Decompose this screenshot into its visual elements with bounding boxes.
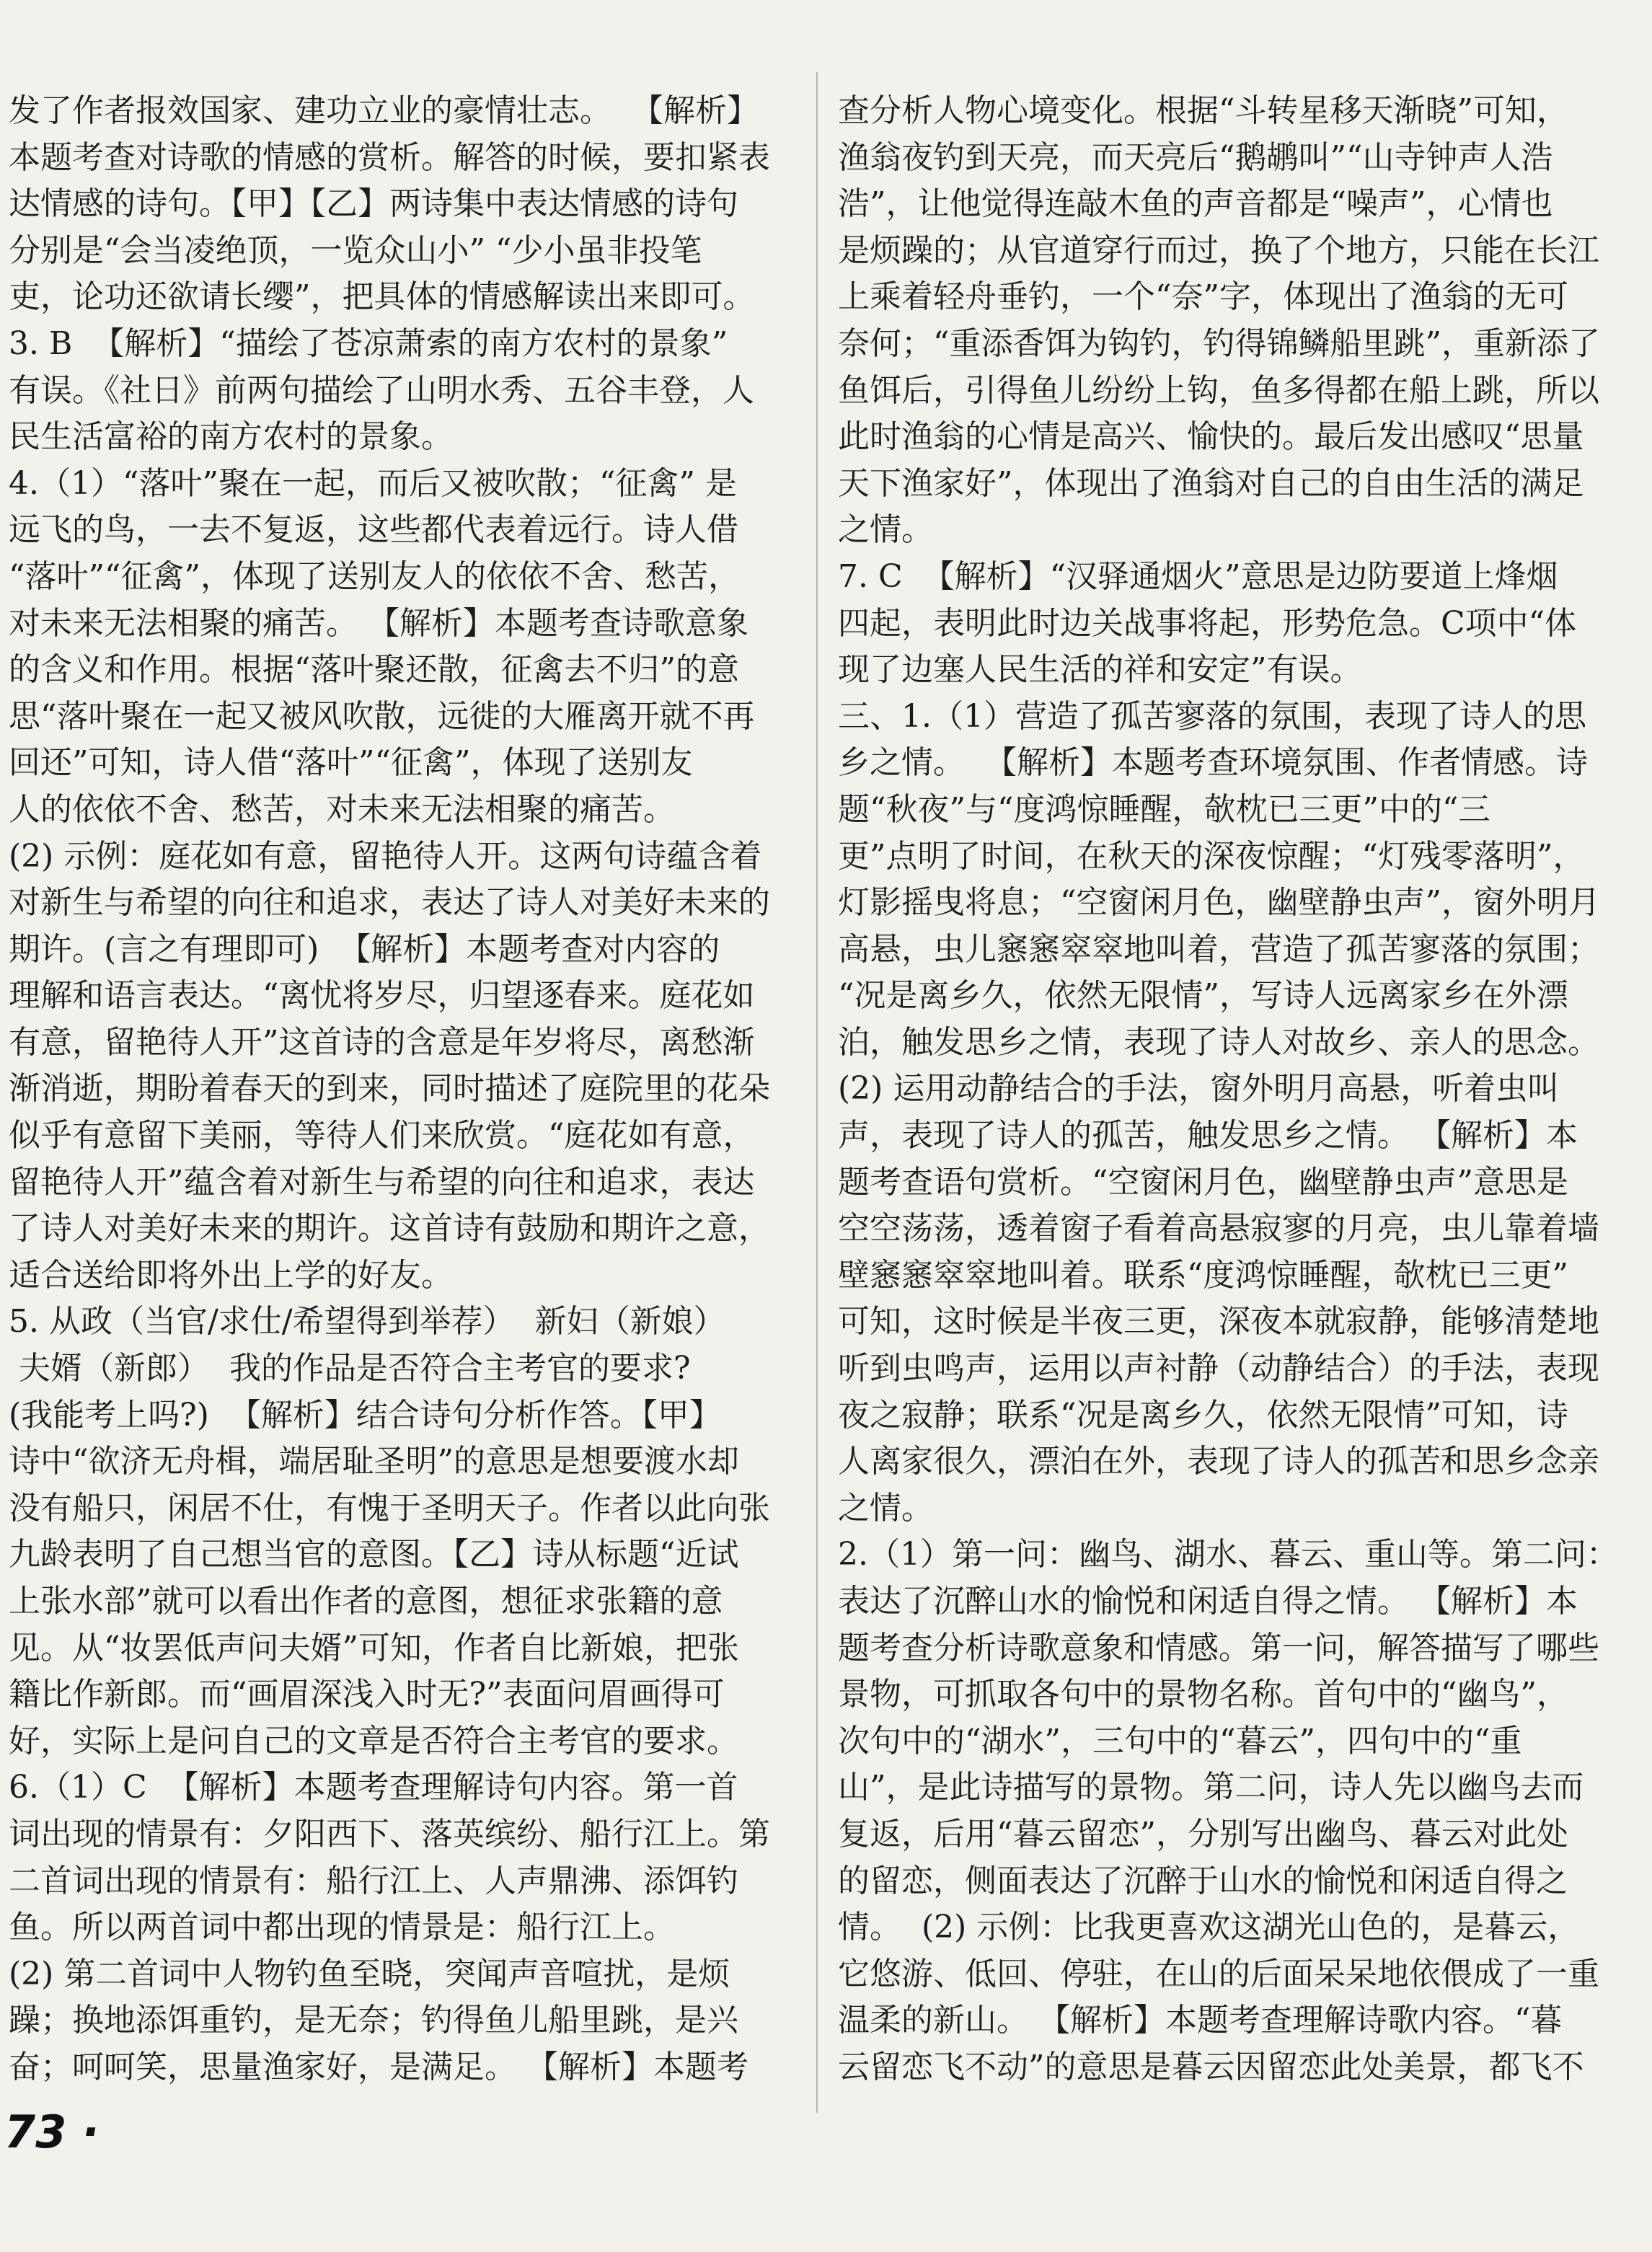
text-line: 对未来无法相聚的痛苦。 【解析】本题考查诗歌意象 bbox=[9, 604, 748, 642]
text-line: 上乘着轻舟垂钓，一个“奈”字，体现出了渔翁的无可 bbox=[838, 278, 1568, 316]
text-line: 的留恋，侧面表达了沉醉于山水的愉悦和闲适自得之 bbox=[838, 1862, 1568, 1899]
text-line: 4.（1）“落叶”聚在一起，而后又被吹散；“征禽” 是 bbox=[9, 464, 737, 502]
text-line: 适合送给即将外出上学的好友。 bbox=[9, 1256, 453, 1294]
text-line: 诗中“欲济无舟楫，端居耻圣明”的意思是想要渡水却 bbox=[9, 1443, 739, 1480]
text-line: 远飞的鸟，一去不复返，这些都代表着远行。诗人借 bbox=[9, 511, 738, 549]
text-line: 5. 从政（当官/求仕/希望得到举荐） 新妇（新娘） bbox=[9, 1303, 725, 1341]
text-line: 达情感的诗句。【甲】【乙】两诗集中表达情感的诗句 bbox=[9, 185, 738, 223]
text-line: 壁窸窸窣窣地叫着。联系“度鸿惊睡醒，欹枕已三更” bbox=[838, 1256, 1568, 1294]
text-line: 查分析人物心境变化。根据“斗转星移天渐晓”可知， bbox=[838, 92, 1568, 129]
text-line: 鱼饵后，引得鱼儿纷纷上钩，鱼多得都在船上跳，所以 bbox=[838, 371, 1599, 409]
text-line: 天下渔家好”，体现出了渔翁对自己的自由生活的满足 bbox=[838, 464, 1584, 502]
text-line: 对新生与希望的向往和追求，表达了诗人对美好未来的 bbox=[9, 884, 770, 922]
text-line: (2) 第二首词中人物钓鱼至晓，突闻声音喧扰，是烦 bbox=[9, 1955, 730, 1992]
text-line: 民生活富裕的南方农村的景象。 bbox=[9, 418, 453, 456]
text-line: 人的依依不舍、愁苦，对未来无法相聚的痛苦。 bbox=[9, 790, 675, 828]
text-line: 九龄表明了自己想当官的意图。【乙】诗从标题“近试 bbox=[9, 1536, 739, 1573]
text-line: 灯影摇曳将息；“空窗闲月色，幽壁静虫声”，窗外明月 bbox=[838, 884, 1600, 922]
text-line: 籍比作新郎。而“画眉深浅入时无?”表面问眉画得可 bbox=[9, 1676, 725, 1713]
column-divider bbox=[816, 72, 818, 2113]
text-line: 二首词出现的情景有：船行江上、人声鼎沸、添饵钓 bbox=[9, 1862, 738, 1899]
text-line: 期许。(言之有理即可) 【解析】本题考查对内容的 bbox=[9, 930, 720, 968]
text-line: 之情。 bbox=[838, 511, 933, 549]
text-line: 情。 (2) 示例：比我更喜欢这湖光山色的，是暮云， bbox=[838, 1909, 1580, 1946]
text-line: 题“秋夜”与“度鸿惊睡醒，欹枕已三更”中的“三 bbox=[838, 790, 1490, 828]
text-line: 奈何；“重添香饵为钩钓，钓得锦鳞船里跳”，重新添了 bbox=[838, 324, 1600, 362]
text-line: 思“落叶聚在一起又被风吹散，远徙的大雁离开就不再 bbox=[9, 697, 755, 735]
text-line: 乡之情。 【解析】本题考查环境氛围、作者情感。诗 bbox=[838, 744, 1588, 782]
text-line: (我能考上吗?) 【解析】结合诗句分析作答。【甲】 bbox=[9, 1396, 721, 1434]
text-line: 7. C 【解析】“汉驿通烟火”意思是边防要道上烽烟 bbox=[838, 557, 1558, 595]
text-line: 它悠游、低回、停驻，在山的后面呆呆地依偎成了一重 bbox=[838, 1955, 1599, 1992]
text-line: 山”，是此诗描写的景物。第二问，诗人先以幽鸟去而 bbox=[838, 1769, 1584, 1806]
text-line: (2) 示例：庭花如有意，留艳待人开。这两句诗蕴含着 bbox=[9, 837, 762, 875]
text-line: 发了作者报效国家、建功立业的豪情壮志。 【解析】 bbox=[9, 92, 759, 129]
page-number: 73 · bbox=[4, 2106, 100, 2158]
text-line: 上张水部”就可以看出作者的意图，想征求张籍的意 bbox=[9, 1583, 723, 1620]
text-line: 次句中的“湖水”，三句中的“暮云”，四句中的“重 bbox=[838, 1722, 1522, 1759]
text-line: 声，表现了诗人的孤苦，触发思乡之情。 【解析】本 bbox=[838, 1117, 1578, 1154]
text-line: 留艳待人开”蕴含着对新生与希望的向往和追求，表达 bbox=[9, 1163, 755, 1201]
text-line: “落叶”“征禽”，体现了送别友人的依依不舍、愁苦， bbox=[9, 557, 740, 595]
text-line: 奋；呵呵笑，思量渔家好，是满足。 【解析】本题考 bbox=[9, 2048, 748, 2085]
text-line: 夜之寂静；联系“况是离乡久，依然无限情”可知，诗 bbox=[838, 1396, 1568, 1434]
text-line: 本题考查对诗歌的情感的赏析。解答的时候，要扣紧表 bbox=[9, 138, 770, 176]
text-line: 空空荡荡，透着窗子看着高悬寂寥的月亮，虫儿靠着墙 bbox=[838, 1210, 1599, 1248]
text-line: 三、1.（1）营造了孤苦寥落的氛围，表现了诗人的思 bbox=[838, 697, 1586, 735]
text-line: 是烦躁的；从官道穿行而过，换了个地方，只能在长江 bbox=[838, 231, 1599, 269]
text-line: 此时渔翁的心情是高兴、愉快的。最后发出感叹“思量 bbox=[838, 418, 1584, 456]
text-line: 泊，触发思乡之情，表现了诗人对故乡、亲人的思念。 bbox=[838, 1023, 1599, 1061]
text-line: 现了边塞人民生活的祥和安定”有误。 bbox=[838, 651, 1362, 689]
text-line: 题考查语句赏析。“空窗闲月色，幽壁静虫声”意思是 bbox=[838, 1163, 1568, 1201]
text-line: 有误。《社日》前两句描绘了山明水秀、五谷丰登，人 bbox=[9, 371, 754, 409]
text-line: 云留恋飞不动”的意思是暮云因留恋此处美景，都飞不 bbox=[838, 2048, 1584, 2085]
text-line: 理解和语言表达。“离忧将岁尽，归望逐春来。庭花如 bbox=[9, 977, 755, 1015]
text-line: 渐消逝，期盼着春天的到来，同时描述了庭院里的花朵 bbox=[9, 1070, 770, 1108]
right-column bbox=[838, 88, 1627, 2091]
text-line: 四起，表明此时边关战事将起，形势危急。C项中“体 bbox=[838, 604, 1577, 642]
text-line: 6.（1）C 【解析】本题考查理解诗句内容。第一首 bbox=[9, 1769, 738, 1806]
text-line: (2) 运用动静结合的手法，窗外明月高悬，听着虫叫 bbox=[838, 1070, 1560, 1108]
text-line: 似乎有意留下美丽，等待人们来欣赏。“庭花如有意， bbox=[9, 1117, 755, 1154]
text-line: 了诗人对美好未来的期许。这首诗有鼓励和期许之意， bbox=[9, 1210, 770, 1248]
text-line: 温柔的新山。 【解析】本题考查理解诗歌内容。“暮 bbox=[838, 2002, 1563, 2039]
text-line: 词出现的情景有：夕阳西下、落英缤纷、船行江上。第 bbox=[9, 1815, 770, 1853]
text-line: 夫婿（新郎） 我的作品是否符合主考官的要求? bbox=[9, 1350, 691, 1387]
text-line: 分别是“会当凌绝顶，一览众山小” “少小虽非投笔 bbox=[9, 231, 702, 269]
text-line: 渔翁夜钓到天亮，而天亮后“鹅鹕叫”“山寺钟声人浩 bbox=[838, 138, 1553, 176]
text-line: 人离家很久，漂泊在外，表现了诗人的孤苦和思乡念亲 bbox=[838, 1443, 1599, 1480]
left-column bbox=[9, 88, 798, 2091]
text-line: 有意，留艳待人开”这首诗的含意是年岁将尽，离愁渐 bbox=[9, 1023, 755, 1061]
text-line: 见。从“妆罢低声问夫婿”可知，作者自比新娘，把张 bbox=[9, 1629, 739, 1666]
text-line: 表达了沉醉山水的愉悦和闲适自得之情。 【解析】本 bbox=[838, 1583, 1578, 1620]
text-line: 好，实际上是问自己的文章是否符合主考官的要求。 bbox=[9, 1722, 738, 1759]
text-line: 更”点明了时间，在秋天的深夜惊醒；“灯残零落明”， bbox=[838, 837, 1585, 875]
text-line: 听到虫鸣声，运用以声衬静（动静结合）的手法，表现 bbox=[838, 1350, 1599, 1387]
text-line: 浩”，让他觉得连敲木鱼的声音都是“噪声”，心情也 bbox=[838, 185, 1553, 223]
text-line: 躁；换地添饵重钓，是无奈；钓得鱼儿船里跳，是兴 bbox=[9, 2002, 738, 2039]
text-line: 景物，可抓取各句中的景物名称。首句中的“幽鸟”， bbox=[838, 1676, 1568, 1713]
text-line: 的含义和作用。根据“落叶聚还散，征禽去不归”的意 bbox=[9, 651, 739, 689]
text-line: 鱼。所以两首词中都出现的情景是：船行江上。 bbox=[9, 1909, 675, 1946]
text-line: 复返，后用“暮云留恋”，分别写出幽鸟、暮云对此处 bbox=[838, 1815, 1568, 1853]
text-line: 之情。 bbox=[838, 1489, 933, 1527]
text-line: 3. B 【解析】“描绘了苍凉萧索的南方农村的景象” bbox=[9, 324, 728, 362]
text-line: “况是离乡久，依然无限情”，写诗人远离家乡在外漂 bbox=[838, 977, 1568, 1015]
text-line: 题考查分析诗歌意象和情感。第一问，解答描写了哪些 bbox=[838, 1629, 1599, 1666]
text-line: 2.（1）第一问：幽鸟、湖水、暮云、重山等。第二问： bbox=[838, 1536, 1618, 1573]
text-line: 吏，论功还欲请长缨”，把具体的情感解读出来即可。 bbox=[9, 278, 755, 316]
text-line: 回还”可知，诗人借“落叶”“征禽”，体现了送别友 bbox=[9, 744, 693, 782]
text-line: 没有船只，闲居不仕，有愧于圣明天子。作者以此向张 bbox=[9, 1489, 770, 1527]
text-line: 可知，这时候是半夜三更，深夜本就寂静，能够清楚地 bbox=[838, 1303, 1599, 1341]
text-line: 高悬，虫儿窸窸窣窣地叫着，营造了孤苦寥落的氛围； bbox=[838, 930, 1599, 968]
